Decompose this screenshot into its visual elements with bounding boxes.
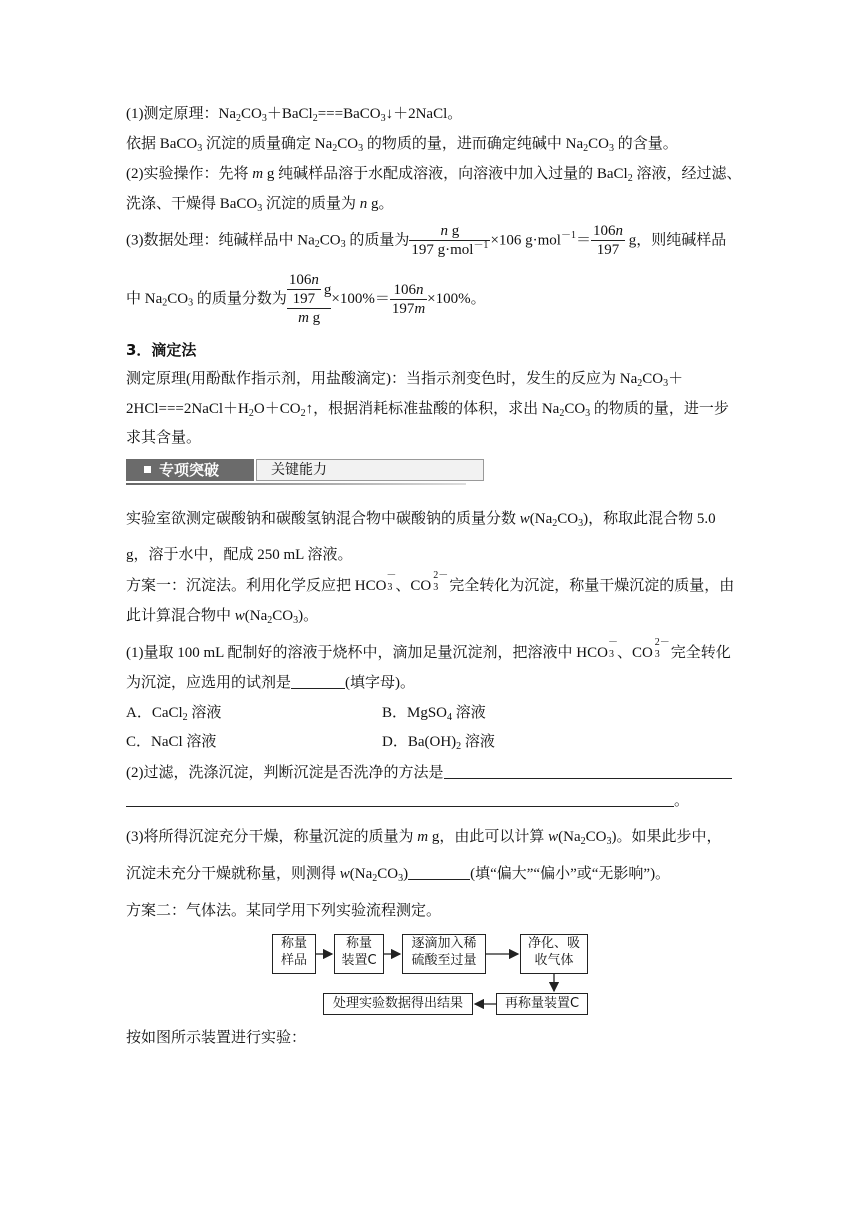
text: ＋ — [668, 371, 684, 387]
titration-line-3: 求其含量。 — [126, 430, 202, 446]
flow-box-process-data: 处理实验数据得出结果 — [323, 993, 473, 1015]
text: g 纯碱样品溶于水配成溶液，向溶液中加入过量的 BaCl — [263, 166, 628, 182]
text: 中 Na — [126, 291, 163, 307]
option-c[interactable]: C．NaCl 溶液 — [126, 734, 217, 750]
text: 硫酸至过量 — [411, 953, 477, 968]
text: B．MgSO — [382, 705, 448, 721]
text: (Na — [349, 866, 373, 882]
flow-box-reweigh: 再称量装置C — [496, 993, 588, 1015]
text: 完全转化 — [670, 645, 731, 661]
banner-title: 专项突破 — [159, 461, 220, 479]
text: CO — [642, 371, 664, 387]
text: 测定原理(用酚酞作指示剂，用盐酸滴定)：当指示剂变色时，发生的反应为 Na — [126, 371, 638, 387]
text: ×106 g·mol — [490, 232, 561, 249]
sup: －1 — [560, 229, 576, 241]
text: 197 g·mol — [411, 242, 474, 258]
text: g。 — [367, 196, 394, 212]
sub: 3 — [197, 143, 203, 154]
text: CO — [585, 829, 607, 845]
var-n: n — [359, 196, 368, 212]
text: 装置C — [341, 953, 377, 968]
eq-text: CO — [241, 106, 262, 122]
sup: －1 — [473, 240, 489, 251]
var-m: m — [298, 310, 309, 326]
var-w: w — [339, 866, 350, 882]
ion-charge: － 3 — [386, 570, 397, 593]
text: 样品 — [280, 953, 307, 968]
sub: 2 — [583, 143, 589, 154]
text: )，称取此混合物 5.0 — [583, 511, 716, 527]
var-n: n — [416, 281, 424, 298]
sub: 2 — [162, 297, 168, 309]
text: (填“偏大”“偏小”或“无影响”)。 — [470, 866, 671, 882]
eq-sub: 2 — [236, 113, 241, 124]
inner-denominator: 197 — [292, 291, 316, 307]
text: CO — [319, 232, 341, 249]
eq-sub: 3 — [261, 113, 267, 124]
text: g，由此可以计算 — [428, 829, 549, 845]
text: CO — [377, 866, 399, 882]
text: (2)过滤，洗涤沉淀，判断沉淀是否洗净的方法是 — [126, 765, 444, 781]
text: A．CaCl — [126, 705, 183, 721]
text: (2)实验操作：先将 — [126, 166, 253, 182]
text: CO — [337, 136, 359, 152]
scheme2-line: 方案二：气体法。某同学用下列实验流程测定。 — [126, 903, 442, 919]
text: CO — [588, 136, 609, 152]
sub: 3 — [358, 143, 364, 154]
text: (Na — [529, 511, 553, 527]
text: CO — [167, 291, 189, 307]
sub: 3 — [608, 143, 614, 154]
sub: 2 — [580, 836, 586, 847]
sub: 3 — [340, 238, 346, 250]
banner-subtitle: 关键能力 — [271, 462, 327, 478]
text: 沉淀的质量确定 Na — [202, 136, 333, 152]
text: 依据 BaCO — [126, 136, 198, 152]
sub: 2 — [456, 741, 462, 752]
text: 沉淀的质量为 — [262, 196, 360, 212]
text: (Na — [558, 829, 581, 845]
fraction-denominator: 197 — [596, 242, 620, 258]
text: 、CO — [395, 578, 432, 594]
text: 的质量为 — [345, 232, 410, 249]
sub: 2 — [637, 378, 643, 389]
text: ↑，根据消耗标准盐酸的体积，求出 Na — [305, 401, 560, 417]
text: 为沉淀，应选用的试剂是 — [126, 675, 292, 691]
instruction-line: 按如图所示装置进行实验： — [126, 1030, 307, 1046]
text: (3)将所得沉淀充分干燥，称量沉淀的质量为 — [126, 829, 418, 845]
text: ×100%。 — [427, 291, 486, 307]
var-n: n — [440, 223, 449, 239]
text: D．Ba(OH) — [382, 734, 457, 750]
text: (1)量取 100 mL 配制好的溶液于烧杯中，滴加足量沉淀剂，把溶液中 HCO — [126, 645, 608, 661]
text: 称量 — [345, 936, 372, 951]
text: 实验室欲测定碳酸钠和碳酸氢钠混合物中碳酸钠的质量分数 — [126, 511, 520, 527]
eq-text: ↓＋2NaCl。 — [385, 106, 463, 122]
text: 称量 — [280, 936, 307, 951]
sub: 3 — [606, 836, 612, 847]
text: 106 — [393, 281, 416, 298]
sub: 3 — [257, 203, 263, 214]
text: g — [323, 281, 332, 298]
var-m: m — [417, 829, 429, 845]
text: 的物质的量，进而确定纯碱中 Na — [363, 136, 584, 152]
text: ＝ — [575, 232, 591, 249]
text: 的含量。 — [613, 136, 678, 152]
text: 溶液，经过滤、 — [632, 166, 742, 182]
text: 197 — [391, 300, 415, 317]
text: 此计算混合物中 — [126, 608, 235, 624]
var-n: n — [311, 272, 319, 288]
sub: 3 — [663, 378, 669, 389]
text: g — [448, 223, 460, 239]
principle-label: (1)测定原理： — [126, 106, 219, 122]
var-n: n — [615, 223, 623, 239]
sub: 3 — [398, 873, 404, 884]
text: g — [308, 310, 321, 326]
sub: 3 — [585, 408, 591, 419]
sub: 2 — [559, 408, 565, 419]
sub: 2 — [314, 238, 320, 250]
sub: 4 — [447, 712, 453, 723]
text: CO — [272, 608, 294, 624]
eq-sub: 3 — [380, 113, 386, 124]
ion-charge: 2－ 3 — [654, 637, 670, 660]
text: 净化、吸 — [527, 936, 580, 951]
text: 溶液 — [187, 705, 222, 721]
text: 的物质的量，进一步 — [590, 401, 729, 417]
eq-text: ＋BaCl — [266, 106, 313, 122]
text: (3)数据处理：纯碱样品中 Na — [126, 232, 315, 249]
text: ×100%＝ — [331, 291, 390, 307]
sub: 2 — [300, 408, 306, 419]
sub: 2 — [248, 408, 254, 419]
var-w: w — [234, 608, 245, 624]
sub: 2 — [182, 712, 188, 723]
text: 逐滴加入稀 — [411, 936, 477, 951]
stem-line-2: g，溶于水中，配成 250 mL 溶液。 — [126, 547, 353, 563]
sub: 3 — [293, 615, 299, 626]
sub: 2 — [627, 173, 633, 184]
text: 收气体 — [534, 953, 574, 968]
eq-sub: 2 — [312, 113, 318, 124]
eq-text: Na — [218, 106, 236, 122]
text: 的质量分数为 — [193, 291, 287, 307]
var-m: m — [414, 300, 426, 317]
text: 106 — [593, 223, 616, 239]
var-w: w — [519, 511, 530, 527]
text: )。 — [298, 608, 319, 624]
text: 完全转化为沉淀，称量干燥沉淀的质量，由 — [449, 578, 735, 594]
text: 、CO — [616, 645, 653, 661]
text: (填字母)。 — [345, 675, 416, 691]
text: 方案一：沉淀法。利用化学反应把 HCO — [126, 578, 387, 594]
sub: 2 — [552, 518, 558, 529]
text: 2HCl===2NaCl＋H — [126, 401, 249, 417]
text: g，则纯碱样品 — [625, 232, 727, 249]
text: (Na — [244, 608, 268, 624]
text: 洗涤、干燥得 BaCO — [126, 196, 258, 212]
sub: 2 — [332, 143, 338, 154]
ion-charge: 2－ 3 — [433, 570, 449, 593]
sub: 3 — [188, 297, 194, 309]
section-heading-titration: 3．滴定法 — [126, 341, 197, 359]
text: 106 — [288, 272, 312, 288]
text: 溶液 — [461, 734, 495, 750]
sub: 2 — [372, 873, 378, 884]
eq-text: ===BaCO — [317, 106, 381, 122]
sub: 2 — [267, 615, 273, 626]
text: 沉淀未充分干燥就称量，则测得 — [126, 866, 340, 882]
var-w: w — [548, 829, 559, 845]
text: 。 — [674, 793, 690, 809]
text: 溶液 — [452, 705, 486, 721]
text: )。如果此步中， — [611, 829, 722, 845]
text: O＋CO — [253, 401, 301, 417]
sub: 3 — [578, 518, 584, 529]
ion-charge: － 3 — [607, 637, 618, 660]
var-m: m — [252, 166, 264, 182]
text: ) — [403, 866, 409, 882]
text: CO — [564, 401, 586, 417]
text: CO — [557, 511, 579, 527]
